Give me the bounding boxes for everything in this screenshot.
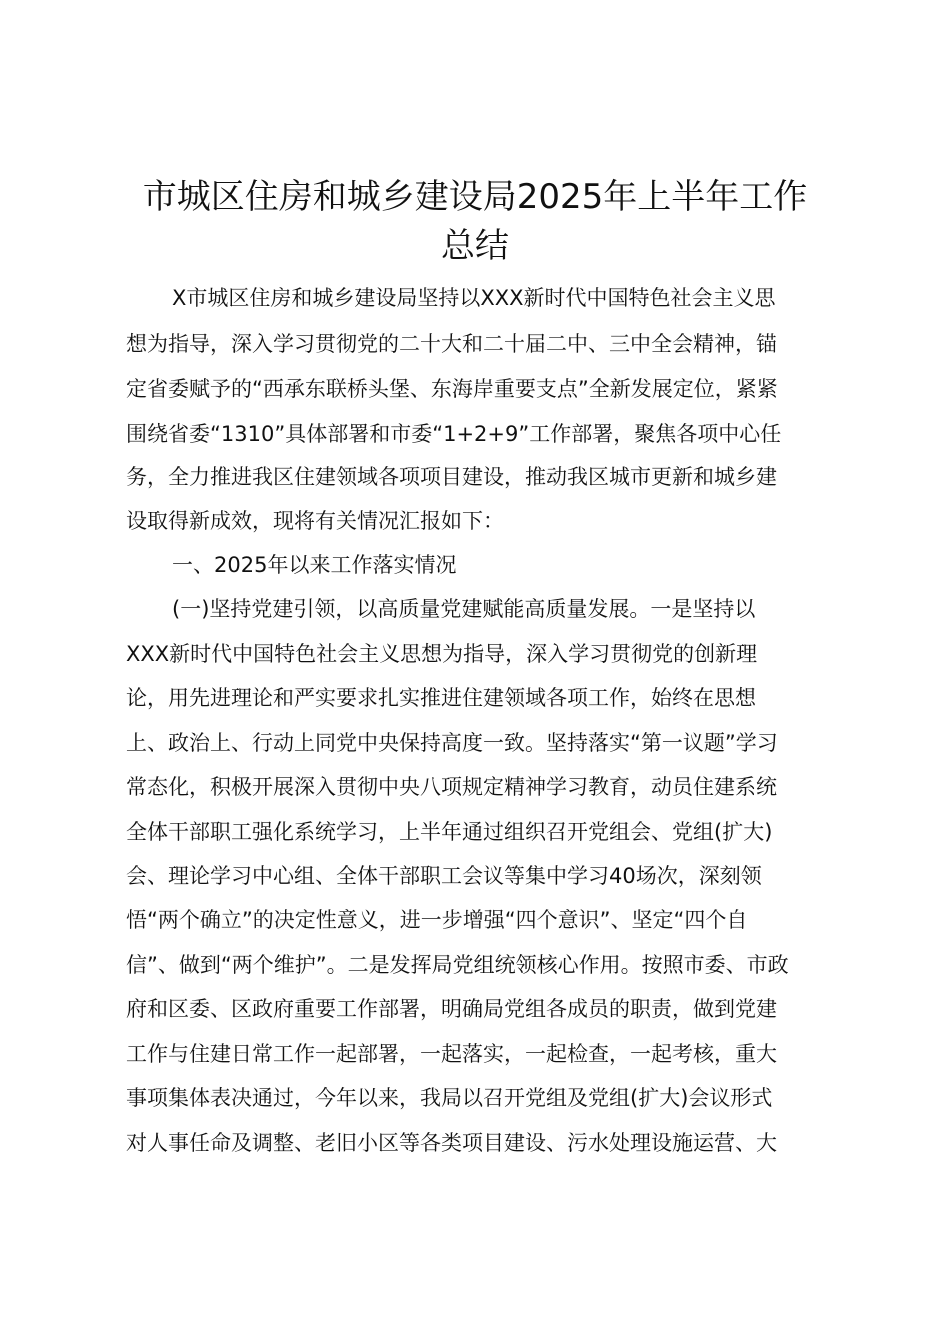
body-text-line: 工作与住建日常工作一起部署，一起落实，一起检查，一起考核，重大 xyxy=(126,1042,777,1066)
body-text-line: 想为指导，深入学习贯彻党的二十大和二十届二中、三中全会精神，锚 xyxy=(126,332,777,356)
body-text-line: 悟“两个确立”的决定性意义，进一步增强“四个意识”、坚定“四个自 xyxy=(126,908,748,932)
body-text-line: 务，全力推进我区住建领域各项项目建设，推动我区城市更新和城乡建 xyxy=(126,465,777,489)
body-text-line: 论，用先进理论和严实要求扎实推进住建领域各项工作，始终在思想 xyxy=(126,686,756,710)
body-text-line: 会、理论学习中心组、全体干部职工会议等集中学习40场次，深刻领 xyxy=(126,864,762,888)
document-title-line-1: 市城区住房和城乡建设局2025年上半年工作 xyxy=(142,177,808,217)
body-text-line: 常态化，积极开展深入贯彻中央八项规定精神学习教育，动员住建系统 xyxy=(126,775,777,799)
body-text-line: 定省委赋予的“西承东联桥头堡、东海岸重要支点”全新发展定位，紧紧 xyxy=(126,377,778,401)
document-title-line-2: 总结 xyxy=(441,226,509,266)
body-text-line: XXX新时代中国特色社会主义思想为指导，深入学习贯彻党的创新理 xyxy=(126,642,758,666)
body-text-line: 事项集体表决通过，今年以来，我局以召开党组及党组(扩大)会议形式 xyxy=(126,1086,773,1110)
body-text-line: 府和区委、区政府重要工作部署，明确局党组各成员的职责，做到党建 xyxy=(126,997,777,1021)
body-text-line: 围绕省委“1310”具体部署和市委“1+2+9”工作部署，聚焦各项中心任 xyxy=(126,422,782,446)
section-heading: 一、2025年以来工作落实情况 xyxy=(172,553,457,577)
body-text-line: 对人事任命及调整、老旧小区等各类项目建设、污水处理设施运营、大 xyxy=(126,1131,777,1155)
body-text-line: (一)坚持党建引领，以高质量党建赋能高质量发展。一是坚持以 xyxy=(172,597,756,621)
body-text-line: X市城区住房和城乡建设局坚持以XXX新时代中国特色社会主义思 xyxy=(172,286,776,310)
body-text-line: 信”、做到“两个维护”。二是发挥局党组统领核心作用。按照市委、市政 xyxy=(126,953,789,977)
body-text-line: 设取得新成效，现将有关情况汇报如下： xyxy=(126,509,504,533)
body-text-line: 全体干部职工强化系统学习，上半年通过组织召开党组会、党组(扩大) xyxy=(126,820,773,844)
body-text-line: 上、政治上、行动上同党中央保持高度一致。坚持落实“第一议题”学习 xyxy=(126,731,778,755)
